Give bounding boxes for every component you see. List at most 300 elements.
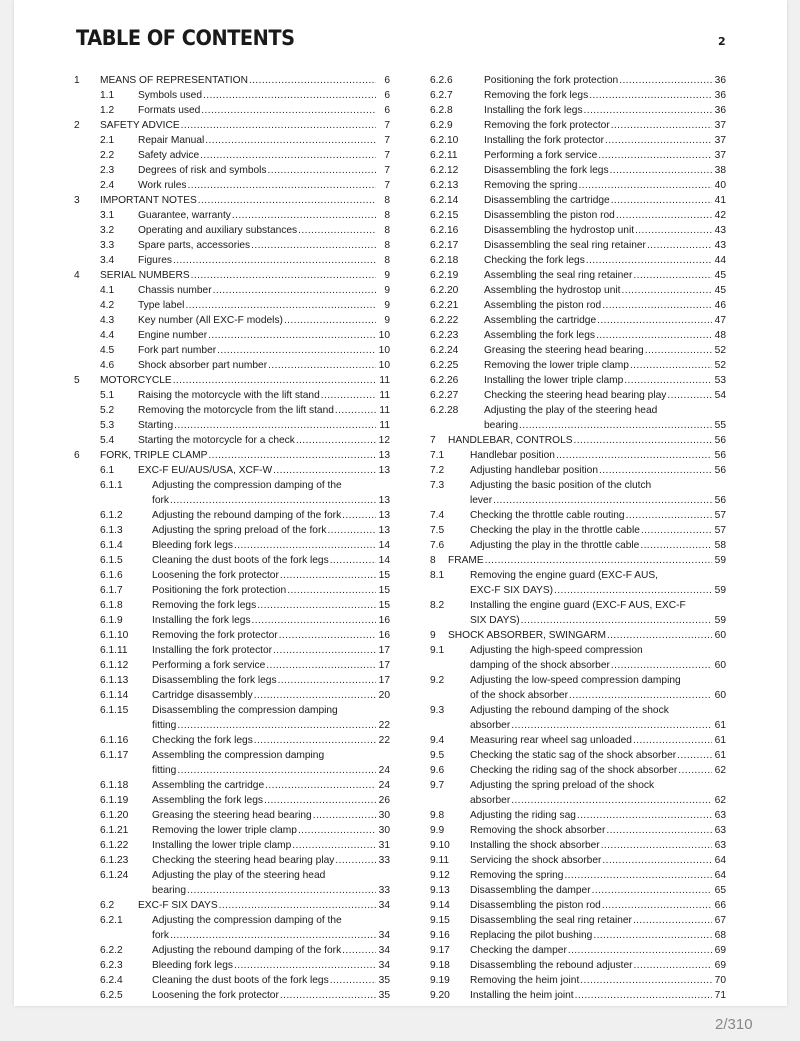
toc-entry-title: MEANS OF REPRESENTATION — [100, 75, 248, 86]
toc-entry-page: 52 — [714, 360, 726, 371]
toc-entry-title: IMPORTANT NOTES — [100, 195, 197, 206]
toc-entry-number: 9.16 — [430, 930, 450, 941]
toc-entry[interactable] — [74, 898, 390, 913]
toc-entry[interactable] — [430, 403, 726, 433]
dot-leader — [254, 733, 376, 748]
toc-entry-page: 36 — [714, 75, 726, 86]
toc-entry-number: 7.5 — [430, 525, 445, 536]
toc-entry[interactable] — [430, 898, 726, 913]
toc-entry[interactable] — [430, 208, 726, 223]
toc-entry[interactable] — [74, 463, 390, 478]
toc-entry-number: 6.1 — [100, 465, 115, 476]
toc-entry[interactable] — [430, 388, 726, 403]
toc-entry-number: 9.3 — [430, 705, 445, 716]
toc-entry-title: Removing the fork legs — [152, 600, 257, 611]
toc-entry-page: 22 — [378, 735, 390, 746]
toc-entry[interactable] — [74, 778, 390, 793]
toc-entry-page: 56 — [714, 450, 726, 461]
toc-entry-title: Adjusting the rebound damping of the fork — [152, 945, 342, 956]
toc-entry-title: Assembling the cartridge — [152, 780, 265, 791]
toc-entry[interactable] — [430, 238, 726, 253]
toc-entry-title: FRAME — [448, 555, 484, 566]
toc-entry[interactable] — [430, 643, 726, 673]
toc-entry-title: absorber — [470, 795, 511, 806]
toc-entry-page: 7 — [384, 165, 390, 176]
toc-entry-page: 59 — [714, 585, 726, 596]
toc-entry[interactable] — [430, 283, 726, 298]
toc-entry[interactable] — [430, 253, 726, 268]
toc-entry[interactable] — [430, 463, 726, 478]
toc-entry[interactable] — [74, 508, 390, 523]
toc-entry[interactable] — [74, 388, 390, 403]
toc-entry[interactable] — [74, 838, 390, 853]
dot-leader — [321, 388, 376, 403]
dot-leader — [280, 568, 376, 583]
toc-entry-title: fitting — [152, 765, 177, 776]
toc-entry-page: 34 — [378, 930, 390, 941]
toc-entry-page: 59 — [714, 615, 726, 626]
toc-entry-title: absorber — [470, 720, 511, 731]
toc-entry-title: Operating and auxiliary substances — [138, 225, 298, 236]
toc-entry[interactable] — [74, 73, 390, 88]
toc-entry[interactable] — [430, 853, 726, 868]
toc-entry-title: Installing the lower triple clamp — [152, 840, 292, 851]
dot-leader — [200, 148, 376, 163]
toc-entry[interactable] — [74, 748, 390, 778]
toc-entry[interactable] — [430, 508, 726, 523]
toc-entry-title: Key number (All EXC-F models) — [138, 315, 283, 326]
toc-entry-number: 4.2 — [100, 300, 115, 311]
toc-entry-page: 20 — [378, 690, 390, 701]
toc-entry-page: 36 — [714, 105, 726, 116]
toc-entry-page: 6 — [384, 90, 390, 101]
toc-entry-title: Cartridge disassembly — [152, 690, 253, 701]
dot-leader — [208, 328, 376, 343]
dot-leader — [251, 238, 376, 253]
toc-entry-title: Removing the fork legs — [484, 90, 589, 101]
toc-entry-number: 3.4 — [100, 255, 115, 266]
toc-entry[interactable] — [430, 148, 726, 163]
toc-entry-number: 6.1.16 — [100, 735, 129, 746]
toc-entry[interactable] — [430, 883, 726, 898]
page-number: 2 — [718, 35, 726, 48]
toc-entry-title: Degrees of risk and symbols — [138, 165, 267, 176]
toc-entry[interactable] — [430, 118, 726, 133]
dot-leader — [640, 538, 712, 553]
toc-entry-page: 40 — [714, 180, 726, 191]
toc-entry[interactable] — [430, 928, 726, 943]
dot-leader — [554, 583, 712, 598]
toc-entry[interactable] — [74, 163, 390, 178]
toc-entry[interactable] — [74, 343, 390, 358]
toc-entry-title: Shock absorber part number — [138, 360, 268, 371]
toc-entry[interactable] — [430, 673, 726, 703]
toc-entry-title: Adjusting the high-speed compression — [470, 645, 643, 656]
dot-leader — [677, 748, 712, 763]
toc-entry-number: 6.2.26 — [430, 375, 459, 386]
dot-leader — [185, 298, 376, 313]
dot-leader — [568, 943, 712, 958]
toc-entry[interactable] — [74, 268, 390, 283]
dot-leader — [647, 238, 712, 253]
toc-entry-number: 6.1.4 — [100, 540, 123, 551]
toc-entry-number: 6.1.1 — [100, 480, 123, 491]
toc-entry-page: 62 — [714, 795, 726, 806]
toc-entry-number: 6.2.7 — [430, 90, 453, 101]
toc-entry[interactable] — [430, 538, 726, 553]
toc-entry[interactable] — [430, 373, 726, 388]
toc-entry[interactable] — [430, 973, 726, 988]
toc-entry[interactable] — [74, 643, 390, 658]
toc-entry[interactable] — [430, 838, 726, 853]
dot-leader — [597, 313, 712, 328]
toc-entry[interactable] — [74, 178, 390, 193]
toc-entry-page: 59 — [714, 555, 726, 566]
dot-leader — [232, 208, 376, 223]
dot-leader — [219, 898, 376, 913]
toc-entry[interactable] — [430, 628, 726, 643]
toc-entry-number: 6.1.23 — [100, 855, 129, 866]
toc-entry-number: 1.1 — [100, 90, 115, 101]
toc-entry-number: 9.5 — [430, 750, 445, 761]
toc-entry-number: 6.1.19 — [100, 795, 129, 806]
dot-leader — [511, 718, 712, 733]
toc-entry-title: Removing the lower triple clamp — [484, 360, 629, 371]
toc-entry[interactable] — [74, 688, 390, 703]
toc-entry-number: 6.2.23 — [430, 330, 459, 341]
toc-entry-page: 61 — [714, 750, 726, 761]
toc-entry-page: 11 — [379, 420, 390, 431]
toc-entry-page: 71 — [714, 990, 726, 1001]
toc-entry-title: Loosening the fork protector — [152, 990, 279, 1001]
toc-entry[interactable] — [430, 433, 726, 448]
toc-entry-title: Type label — [138, 300, 185, 311]
dot-leader — [616, 208, 712, 223]
toc-entry-title: HANDLEBAR, CONTROLS — [448, 435, 573, 446]
toc-entry-title: Adjusting the riding sag — [470, 810, 576, 821]
toc-entry-number: 6.1.15 — [100, 705, 129, 716]
dot-leader — [641, 523, 712, 538]
toc-entry[interactable] — [74, 538, 390, 553]
toc-entry-page: 45 — [714, 285, 726, 296]
toc-entry-page: 30 — [378, 810, 390, 821]
toc-entry[interactable] — [74, 433, 390, 448]
toc-entry-number: 6.1.2 — [100, 510, 123, 521]
toc-entry-number: 9.7 — [430, 780, 445, 791]
toc-entry-number: 9 — [430, 630, 436, 641]
dot-leader — [296, 433, 376, 448]
toc-entry-title: Installing the fork legs — [484, 105, 583, 116]
dot-leader — [577, 808, 712, 823]
toc-entry[interactable] — [430, 178, 726, 193]
toc-entry[interactable] — [74, 598, 390, 613]
toc-entry-number: 2.1 — [100, 135, 115, 146]
toc-entry-title: Checking the steering head bearing play — [484, 390, 667, 401]
dot-leader — [266, 658, 376, 673]
dot-leader — [234, 958, 376, 973]
toc-entry[interactable] — [74, 958, 390, 973]
toc-entry-title: Assembling the cartridge — [484, 315, 597, 326]
toc-entry-number: 9.1 — [430, 645, 445, 656]
toc-entry-title: Starting the motorcycle for a check — [138, 435, 295, 446]
toc-entry[interactable] — [430, 763, 726, 778]
toc-entry[interactable] — [430, 298, 726, 313]
toc-entry-title: Checking the damper — [470, 945, 567, 956]
toc-entry-page: 61 — [714, 735, 726, 746]
toc-entry[interactable] — [430, 553, 726, 568]
toc-entry-number: 9.20 — [430, 990, 450, 1001]
dot-leader — [630, 358, 712, 373]
dot-leader — [633, 733, 712, 748]
toc-entry[interactable] — [74, 673, 390, 688]
toc-entry-page: 9 — [384, 285, 390, 296]
toc-entry[interactable] — [74, 868, 390, 898]
toc-entry-page: 60 — [714, 660, 726, 671]
dot-leader — [213, 283, 376, 298]
toc-entry[interactable] — [74, 358, 390, 373]
toc-entry[interactable] — [74, 448, 390, 463]
toc-entry-number: 6.2.13 — [430, 180, 459, 191]
dot-leader — [177, 718, 376, 733]
toc-entry-title: EXC-F SIX DAYS) — [470, 585, 554, 596]
toc-entry-title: Checking the fork legs — [484, 255, 585, 266]
toc-entry[interactable] — [74, 703, 390, 733]
toc-entry-number: 6.2.16 — [430, 225, 459, 236]
toc-entry[interactable] — [74, 823, 390, 838]
toc-entry-title: Disassembling the seal ring retainer — [470, 915, 632, 926]
toc-entry-page: 10 — [378, 360, 390, 371]
toc-entry[interactable] — [74, 208, 390, 223]
toc-entry[interactable] — [430, 598, 726, 628]
toc-entry-page: 8 — [384, 225, 390, 236]
toc-entry[interactable] — [74, 328, 390, 343]
toc-entry-page: 22 — [378, 720, 390, 731]
toc-entry[interactable] — [74, 853, 390, 868]
toc-entry-title: Assembling the piston rod — [484, 300, 602, 311]
dot-leader — [273, 643, 376, 658]
toc-entry[interactable] — [74, 733, 390, 748]
toc-entry-number: 6.1.8 — [100, 600, 123, 611]
toc-entry[interactable] — [430, 268, 726, 283]
toc-entry-title: Assembling the seal ring retainer — [484, 270, 633, 281]
toc-entry-number: 6.2.2 — [100, 945, 123, 956]
dot-leader — [611, 193, 712, 208]
toc-entry[interactable] — [430, 748, 726, 763]
toc-entry[interactable] — [74, 583, 390, 598]
dot-leader — [217, 343, 376, 358]
toc-entry-title: Assembling the fork legs — [152, 795, 263, 806]
toc-entry[interactable] — [74, 418, 390, 433]
toc-entry-number: 9.6 — [430, 765, 445, 776]
toc-entry-page: 8 — [384, 255, 390, 266]
toc-entry[interactable] — [74, 943, 390, 958]
toc-entry-page: 24 — [378, 780, 390, 791]
toc-entry-title: Removing the lower triple clamp — [152, 825, 297, 836]
toc-entry-title: Raising the motorcycle with the lift stand — [138, 390, 320, 401]
toc-entry[interactable] — [74, 793, 390, 808]
toc-entry[interactable] — [430, 88, 726, 103]
toc-entry-page: 14 — [378, 555, 390, 566]
toc-entry[interactable] — [74, 283, 390, 298]
toc-entry-number: 6.1.11 — [100, 645, 128, 656]
toc-entry-title: Adjusting the play in the throttle cable — [470, 540, 640, 551]
toc-entry-page: 66 — [714, 900, 726, 911]
toc-entry-page: 33 — [378, 855, 390, 866]
toc-entry[interactable] — [430, 823, 726, 838]
toc-entry-title: Performing a fork service — [152, 660, 266, 671]
toc-entry[interactable] — [74, 808, 390, 823]
toc-entry-number: 8.1 — [430, 570, 445, 581]
toc-entry-page: 11 — [379, 375, 390, 386]
toc-entry-number: 7.2 — [430, 465, 445, 476]
toc-entry-number: 6.2.6 — [430, 75, 453, 86]
toc-entry-title: Adjusting the compression damping of the — [152, 480, 342, 491]
toc-entry-number: 7 — [430, 435, 436, 446]
toc-entry-number: 2.3 — [100, 165, 115, 176]
toc-entry-page: 37 — [714, 120, 726, 131]
dot-leader — [234, 538, 376, 553]
dot-leader — [602, 298, 712, 313]
dot-leader — [330, 973, 376, 988]
toc-entry-number: 5.4 — [100, 435, 115, 446]
toc-entry-title: Work rules — [138, 180, 187, 191]
toc-entry[interactable] — [74, 238, 390, 253]
toc-entry[interactable] — [74, 133, 390, 148]
toc-entry[interactable] — [74, 403, 390, 418]
toc-entry[interactable] — [74, 613, 390, 628]
toc-entry[interactable] — [74, 553, 390, 568]
dot-leader — [187, 883, 376, 898]
toc-entry[interactable] — [430, 943, 726, 958]
dot-leader — [578, 178, 712, 193]
toc-entry[interactable] — [430, 163, 726, 178]
toc-entry[interactable] — [74, 298, 390, 313]
toc-entry[interactable] — [74, 313, 390, 328]
toc-entry-number: 6.1.20 — [100, 810, 129, 821]
dot-leader — [621, 283, 712, 298]
toc-entry[interactable] — [74, 148, 390, 163]
dot-leader — [511, 793, 712, 808]
toc-entry[interactable] — [430, 733, 726, 748]
toc-entry-page: 53 — [714, 375, 726, 386]
toc-entry[interactable] — [430, 358, 726, 373]
dot-leader — [292, 838, 376, 853]
toc-entry[interactable] — [430, 778, 726, 808]
toc-entry-title: Checking the throttle cable routing — [470, 510, 625, 521]
toc-entry-page: 43 — [714, 225, 726, 236]
toc-entry[interactable] — [74, 193, 390, 208]
toc-entry[interactable] — [430, 133, 726, 148]
dot-leader — [519, 418, 712, 433]
toc-entry-page: 56 — [714, 465, 726, 476]
toc-entry[interactable] — [430, 193, 726, 208]
toc-entry[interactable] — [74, 88, 390, 103]
toc-entry[interactable] — [430, 73, 726, 88]
toc-entry[interactable] — [430, 343, 726, 358]
dot-leader — [610, 163, 712, 178]
dot-leader — [252, 613, 376, 628]
toc-entry-number: 4 — [74, 270, 80, 281]
toc-entry[interactable] — [74, 118, 390, 133]
toc-entry-title: Disassembling the hydrostop unit — [484, 225, 635, 236]
toc-entry-title: Installing the shock absorber — [470, 840, 600, 851]
dot-leader — [280, 988, 376, 1003]
toc-entry-title: Disassembling the piston rod — [484, 210, 615, 221]
toc-entry-number: 8.2 — [430, 600, 445, 611]
toc-entry[interactable] — [430, 103, 726, 118]
toc-entry[interactable] — [74, 223, 390, 238]
toc-entry[interactable] — [430, 223, 726, 238]
toc-entry[interactable] — [430, 988, 726, 1003]
toc-entry-page: 69 — [714, 945, 726, 956]
toc-entry-title: Removing the motorcycle from the lift stand — [138, 405, 334, 416]
toc-entry[interactable] — [74, 658, 390, 673]
dot-leader — [599, 463, 712, 478]
toc-entry[interactable] — [74, 373, 390, 388]
toc-entry[interactable] — [74, 973, 390, 988]
toc-entry[interactable] — [430, 313, 726, 328]
toc-entry-title: Checking the riding sag of the shock absorber — [470, 765, 678, 776]
toc-entry[interactable] — [74, 103, 390, 118]
toc-entry[interactable] — [74, 253, 390, 268]
toc-entry[interactable] — [74, 523, 390, 538]
toc-entry[interactable] — [430, 448, 726, 463]
toc-entry-page: 67 — [714, 915, 726, 926]
toc-entry-page: 33 — [378, 885, 390, 896]
toc-entry-title: Removing the fork protector — [152, 630, 278, 641]
toc-entry[interactable] — [430, 958, 726, 973]
dot-leader — [601, 838, 712, 853]
toc-entry-title: Starting — [138, 420, 174, 431]
toc-entry-title: Adjusting the rebound damping of the shock — [470, 705, 669, 716]
toc-entry-number: 6.2.4 — [100, 975, 123, 986]
toc-entry-page: 54 — [714, 390, 726, 401]
toc-entry-page: 42 — [714, 210, 726, 221]
toc-entry[interactable] — [430, 703, 726, 733]
toc-entry[interactable] — [430, 808, 726, 823]
dot-leader — [181, 118, 376, 133]
toc-entry[interactable] — [430, 868, 726, 883]
toc-entry-page: 70 — [714, 975, 726, 986]
toc-entry[interactable] — [430, 328, 726, 343]
toc-entry-number: 6.2.20 — [430, 285, 459, 296]
dot-leader — [287, 583, 376, 598]
toc-entry[interactable] — [430, 568, 726, 598]
toc-entry[interactable] — [74, 913, 390, 943]
toc-entry-title: Removing the engine guard (EXC-F AUS, — [470, 570, 658, 581]
toc-entry-page: 56 — [714, 495, 726, 506]
toc-entry-title: Disassembling the compression damping — [152, 705, 338, 716]
toc-entry-number: 5.2 — [100, 405, 115, 416]
toc-entry[interactable] — [74, 568, 390, 583]
dot-leader — [606, 823, 712, 838]
dot-leader — [170, 928, 376, 943]
toc-entry-page: 13 — [378, 465, 390, 476]
toc-entry[interactable] — [74, 478, 390, 508]
toc-entry[interactable] — [430, 478, 726, 508]
toc-entry-title: Installing the heim joint — [470, 990, 574, 1001]
toc-entry-page: 37 — [714, 150, 726, 161]
toc-entry[interactable] — [74, 988, 390, 1003]
toc-entry-title: Checking the fork legs — [152, 735, 253, 746]
toc-entry[interactable] — [430, 913, 726, 928]
toc-entry[interactable] — [430, 523, 726, 538]
toc-entry-title: Disassembling the rebound adjuster — [470, 960, 633, 971]
toc-entry-page: 9 — [384, 270, 390, 281]
toc-entry-title: FORK, TRIPLE CLAMP — [100, 450, 208, 461]
toc-entry[interactable] — [74, 628, 390, 643]
toc-entry-number: 4.5 — [100, 345, 115, 356]
